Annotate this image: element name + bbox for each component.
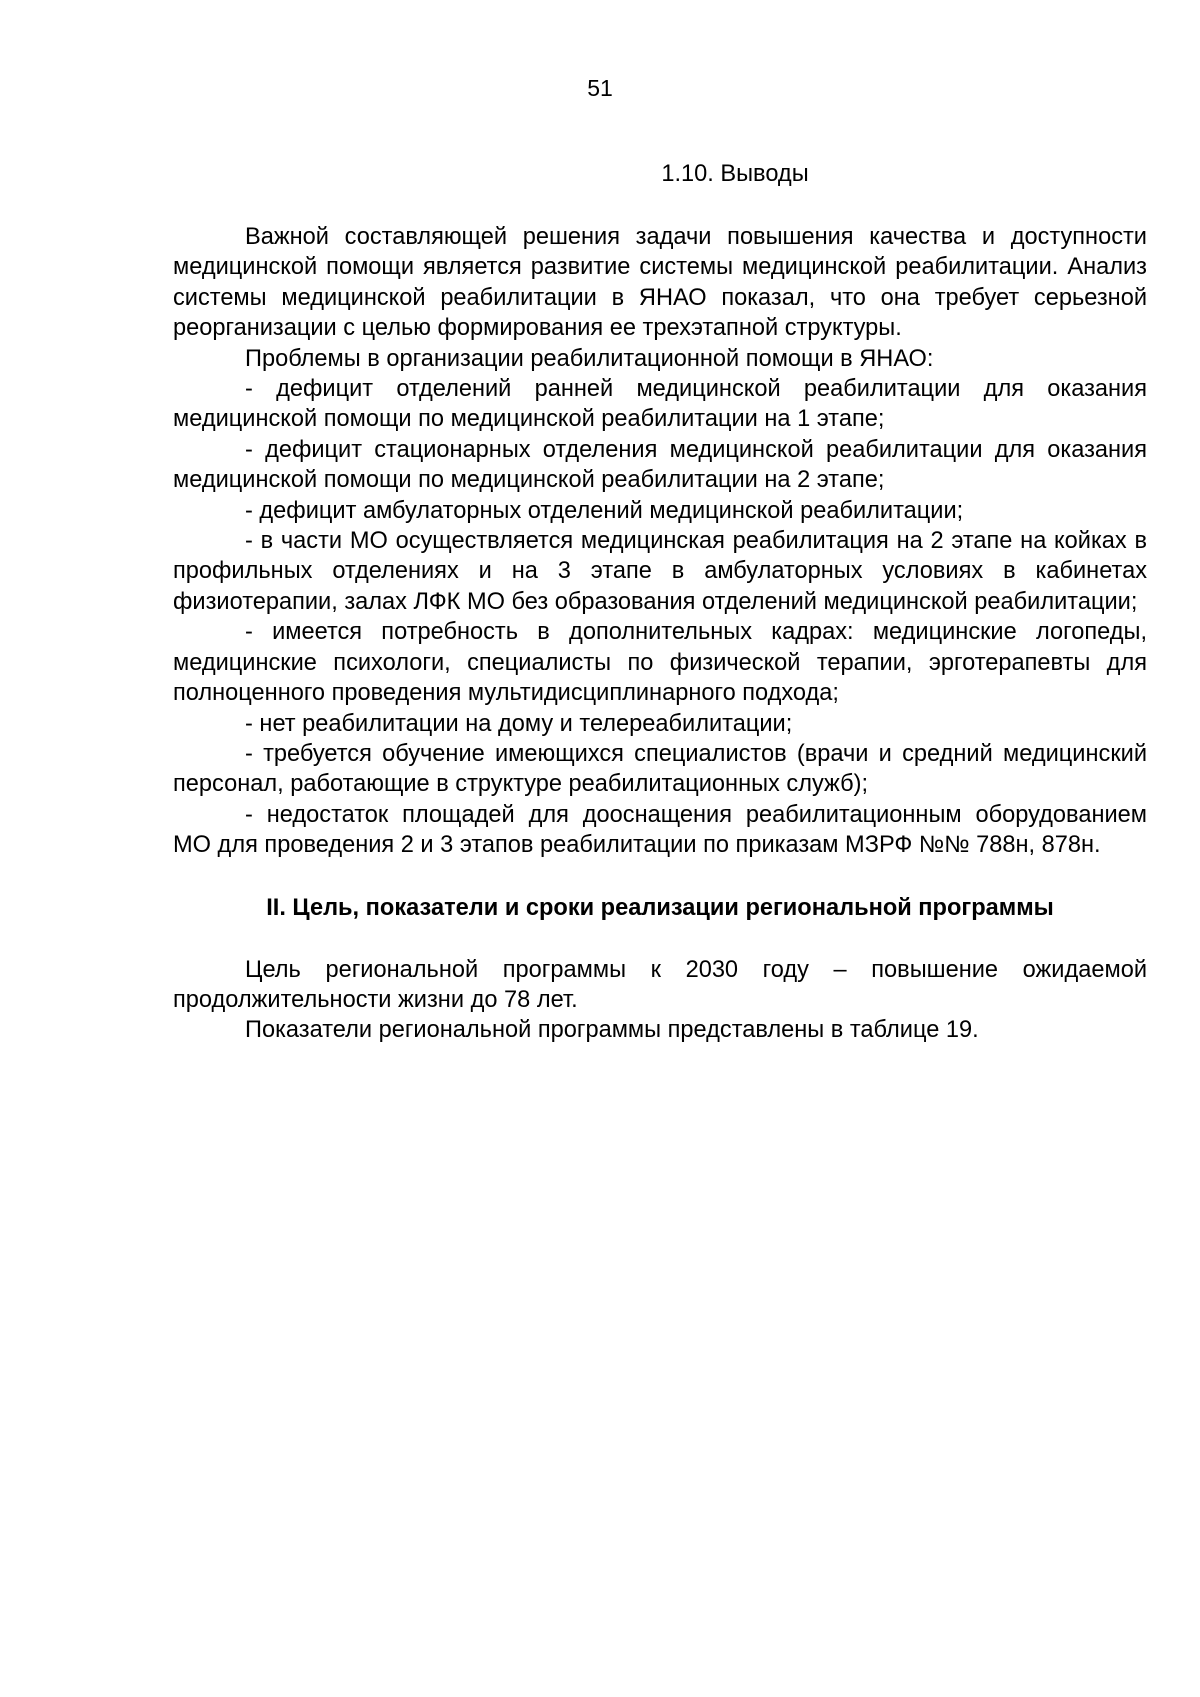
list-item-problem: - нет реабилитации на дому и телереабилитации;	[245, 710, 793, 737]
list-item-problem: - в части МО осуществляется медицинская реабилитация на 2 этапе на койках в профильных отделениях и на 3 этапе в амбулаторных условиях в кабинетах физиотерапии, залах ЛФК МО без образования отделений медицинской реабилитации;	[173, 528, 1147, 615]
paragraph-indicators: Показатели региональной программы представлены в таблице 19.	[245, 1017, 979, 1044]
list-item-problem: - требуется обучение имеющихся специалистов (врачи и средний медицинский персонал, работающие в структуре реабилитационных служб);	[173, 740, 1147, 798]
page-content	[173, 156, 1147, 1046]
paragraph-goal: Цель региональной программы к 2030 году – повышение ожидаемой продолжительности жизни до 78 лет.	[173, 956, 1147, 1013]
list-item-problem: - дефицит амбулаторных отделений медицинской реабилитации;	[245, 497, 964, 524]
list-item-problem: - имеется потребность в дополнительных кадрах: медицинские логопеды, медицинские психологи, специалисты по физической терапии, эрготерапевты для полноценного проведения мультидисциплинарного подхода;	[173, 619, 1147, 707]
list-item-problem: - недостаток площадей для дооснащения реабилитационным оборудованием МО для проведения 2 и 3 этапов реабилитации по приказам МЗРФ №№ 788н, 878н.	[173, 801, 1147, 859]
part-title-goals: II. Цель, показатели и сроки реализации региональной программы	[266, 894, 1054, 921]
paragraph-intro: Важной составляющей решения задачи повышения качества и доступности медицинской помощи является развитие системы медицинской реабилитации. Анализ системы медицинской реабилитации в ЯНАО показал, что она требует серьезной реорганизации с целью формирования ее трехэтапной структуры.	[173, 224, 1147, 342]
section-title-conclusions: 1.10. Выводы	[661, 161, 809, 187]
page-number: 51	[587, 75, 613, 101]
paragraph-problems-lead: Проблемы в организации реабилитационной помощи в ЯНАО:	[245, 345, 934, 372]
list-item-problem: - дефицит отделений ранней медицинской реабилитации для оказания медицинской помощи по медицинской реабилитации на 1 этапе;	[173, 376, 1147, 433]
list-item-problem: - дефицит стационарных отделения медицинской реабилитации для оказания медицинской помощи по медицинской реабилитации на 2 этапе;	[173, 436, 1147, 494]
